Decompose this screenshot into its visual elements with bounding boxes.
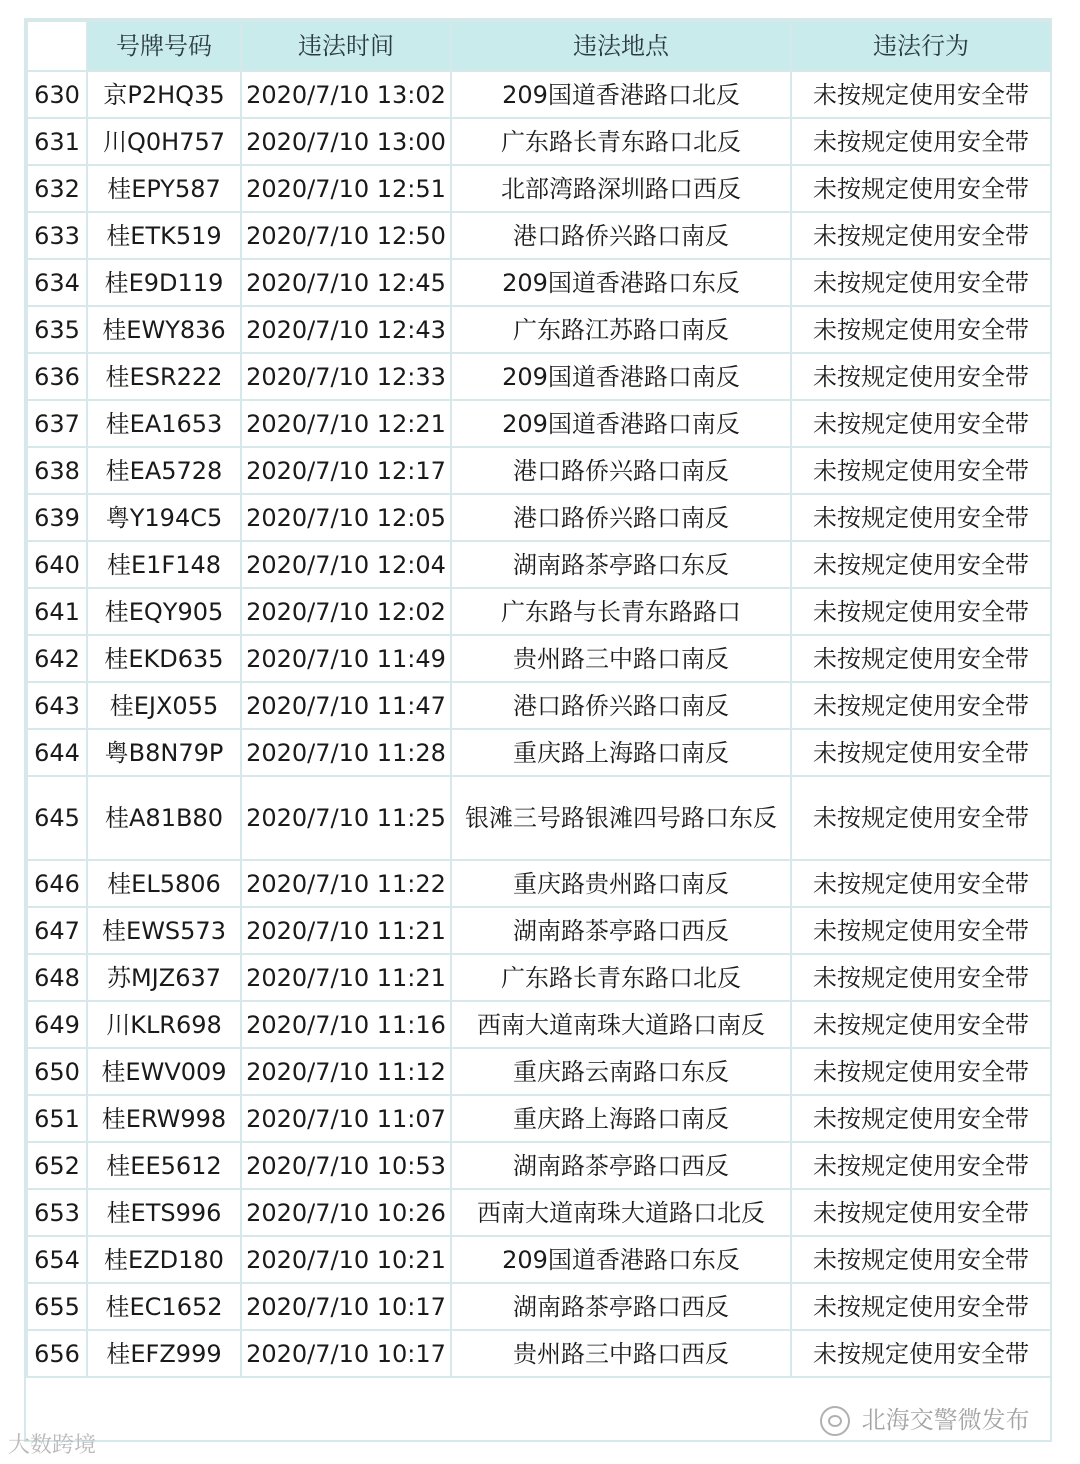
cell-violation-behavior: 未按规定使用安全带 (791, 1095, 1051, 1142)
table-row (27, 71, 1051, 118)
table-row (27, 1048, 1051, 1095)
watermark-left (8, 1428, 96, 1459)
table-row (27, 776, 1051, 860)
cell-plate-number: 京P2HQ35 (87, 71, 241, 118)
cell-violation-time: 2020/7/10 11:28 (241, 729, 451, 776)
cell-violation-time: 2020/7/10 11:22 (241, 860, 451, 907)
cell-violation-behavior: 未按规定使用安全带 (791, 165, 1051, 212)
cell-violation-location: 湖南路茶亭路口西反 (451, 1283, 791, 1330)
cell-violation-location: 贵州路三中路口西反 (451, 1330, 791, 1377)
header-plate-number: 号牌号码 (87, 21, 241, 71)
table-row (27, 588, 1051, 635)
header-violation-location: 违法地点 (451, 21, 791, 71)
cell-violation-location: 209国道香港路口北反 (451, 71, 791, 118)
cell-index: 637 (27, 400, 87, 447)
cell-violation-behavior: 未按规定使用安全带 (791, 588, 1051, 635)
table-row (27, 353, 1051, 400)
table-row (27, 494, 1051, 541)
cell-violation-behavior: 未按规定使用安全带 (791, 1048, 1051, 1095)
cell-violation-time: 2020/7/10 11:21 (241, 907, 451, 954)
cell-index: 630 (27, 71, 87, 118)
cell-index: 641 (27, 588, 87, 635)
cell-violation-location: 港口路侨兴路口南反 (451, 447, 791, 494)
cell-violation-time: 2020/7/10 13:00 (241, 118, 451, 165)
table-row (27, 907, 1051, 954)
header-violation-behavior: 违法行为 (791, 21, 1051, 71)
cell-index: 656 (27, 1330, 87, 1377)
cell-plate-number: 桂EWY836 (87, 306, 241, 353)
cell-violation-location: 贵州路三中路口南反 (451, 635, 791, 682)
cell-plate-number: 桂ERW998 (87, 1095, 241, 1142)
cell-violation-location: 广东路长青东路口北反 (451, 118, 791, 165)
cell-index: 640 (27, 541, 87, 588)
cell-index: 644 (27, 729, 87, 776)
cell-index: 631 (27, 118, 87, 165)
cell-plate-number: 桂EFZ999 (87, 1330, 241, 1377)
cell-index: 633 (27, 212, 87, 259)
cell-index: 632 (27, 165, 87, 212)
table-row (27, 1142, 1051, 1189)
cell-index: 653 (27, 1189, 87, 1236)
header-row (27, 21, 1051, 71)
cell-violation-behavior: 未按规定使用安全带 (791, 1189, 1051, 1236)
cell-violation-time: 2020/7/10 12:33 (241, 353, 451, 400)
cell-violation-location: 港口路侨兴路口南反 (451, 682, 791, 729)
cell-plate-number: 桂EZD180 (87, 1236, 241, 1283)
cell-plate-number: 桂EKD635 (87, 635, 241, 682)
cell-violation-behavior: 未按规定使用安全带 (791, 353, 1051, 400)
cell-violation-location: 209国道香港路口南反 (451, 353, 791, 400)
cell-violation-location: 209国道香港路口南反 (451, 400, 791, 447)
cell-violation-behavior: 未按规定使用安全带 (791, 729, 1051, 776)
table-row (27, 447, 1051, 494)
cell-violation-time: 2020/7/10 11:21 (241, 954, 451, 1001)
cell-index: 647 (27, 907, 87, 954)
cell-index: 646 (27, 860, 87, 907)
cell-violation-location: 西南大道南珠大道路口南反 (451, 1001, 791, 1048)
table-body (27, 71, 1051, 1377)
cell-violation-time: 2020/7/10 10:26 (241, 1189, 451, 1236)
cell-plate-number: 川Q0H757 (87, 118, 241, 165)
table-row (27, 1095, 1051, 1142)
header-index (27, 21, 87, 71)
cell-plate-number: 桂A81B80 (87, 776, 241, 860)
cell-violation-time: 2020/7/10 12:02 (241, 588, 451, 635)
cell-violation-location: 209国道香港路口东反 (451, 259, 791, 306)
cell-plate-number: 桂EL5806 (87, 860, 241, 907)
cell-violation-time: 2020/7/10 10:17 (241, 1330, 451, 1377)
table-row (27, 400, 1051, 447)
table-row (27, 954, 1051, 1001)
table-row (27, 259, 1051, 306)
cell-plate-number: 桂EE5612 (87, 1142, 241, 1189)
violation-table-container (26, 20, 1050, 1378)
table-row (27, 306, 1051, 353)
cell-violation-location: 港口路侨兴路口南反 (451, 212, 791, 259)
cell-violation-behavior: 未按规定使用安全带 (791, 682, 1051, 729)
table-row (27, 1189, 1051, 1236)
cell-index: 636 (27, 353, 87, 400)
cell-violation-time: 2020/7/10 13:02 (241, 71, 451, 118)
cell-plate-number: 桂EA5728 (87, 447, 241, 494)
cell-violation-behavior: 未按规定使用安全带 (791, 907, 1051, 954)
cell-violation-behavior: 未按规定使用安全带 (791, 1236, 1051, 1283)
cell-index: 650 (27, 1048, 87, 1095)
cell-plate-number: 桂EQY905 (87, 588, 241, 635)
cell-violation-location: 银滩三号路银滩四号路口东反 (451, 776, 791, 860)
cell-violation-behavior: 未按规定使用安全带 (791, 954, 1051, 1001)
cell-violation-location: 广东路长青东路口北反 (451, 954, 791, 1001)
cell-violation-time: 2020/7/10 10:21 (241, 1236, 451, 1283)
cell-index: 654 (27, 1236, 87, 1283)
cell-plate-number: 桂ETS996 (87, 1189, 241, 1236)
cell-plate-number: 桂EWS573 (87, 907, 241, 954)
cell-violation-time: 2020/7/10 10:53 (241, 1142, 451, 1189)
cell-violation-location: 广东路江苏路口南反 (451, 306, 791, 353)
cell-violation-time: 2020/7/10 12:21 (241, 400, 451, 447)
cell-violation-behavior: 未按规定使用安全带 (791, 635, 1051, 682)
cell-violation-behavior: 未按规定使用安全带 (791, 400, 1051, 447)
cell-index: 648 (27, 954, 87, 1001)
cell-violation-time: 2020/7/10 10:17 (241, 1283, 451, 1330)
cell-violation-behavior: 未按规定使用安全带 (791, 212, 1051, 259)
cell-plate-number: 桂EPY587 (87, 165, 241, 212)
cell-plate-number: 桂ESR222 (87, 353, 241, 400)
cell-plate-number: 桂EJX055 (87, 682, 241, 729)
header-violation-time: 违法时间 (241, 21, 451, 71)
cell-violation-time: 2020/7/10 12:51 (241, 165, 451, 212)
cell-violation-location: 湖南路茶亭路口西反 (451, 1142, 791, 1189)
cell-violation-location: 湖南路茶亭路口西反 (451, 907, 791, 954)
table-row (27, 860, 1051, 907)
table-row (27, 165, 1051, 212)
cell-violation-behavior: 未按规定使用安全带 (791, 860, 1051, 907)
cell-plate-number: 粤B8N79P (87, 729, 241, 776)
violation-table (26, 20, 1052, 1378)
table-row (27, 1236, 1051, 1283)
cell-violation-behavior: 未按规定使用安全带 (791, 541, 1051, 588)
cell-plate-number: 桂E9D119 (87, 259, 241, 306)
cell-violation-time: 2020/7/10 11:47 (241, 682, 451, 729)
cell-plate-number: 苏MJZ637 (87, 954, 241, 1001)
table-row (27, 1283, 1051, 1330)
table-row (27, 541, 1051, 588)
cell-plate-number: 桂E1F148 (87, 541, 241, 588)
table-row (27, 118, 1051, 165)
cell-violation-behavior: 未按规定使用安全带 (791, 259, 1051, 306)
table-row (27, 1330, 1051, 1377)
cell-violation-behavior: 未按规定使用安全带 (791, 306, 1051, 353)
cell-violation-behavior: 未按规定使用安全带 (791, 494, 1051, 541)
cell-plate-number: 桂EWV009 (87, 1048, 241, 1095)
cell-index: 643 (27, 682, 87, 729)
cell-index: 634 (27, 259, 87, 306)
cell-violation-time: 2020/7/10 12:50 (241, 212, 451, 259)
cell-index: 635 (27, 306, 87, 353)
table-row (27, 682, 1051, 729)
cell-index: 655 (27, 1283, 87, 1330)
cell-violation-location: 港口路侨兴路口南反 (451, 494, 791, 541)
cell-violation-time: 2020/7/10 12:17 (241, 447, 451, 494)
cell-violation-time: 2020/7/10 11:16 (241, 1001, 451, 1048)
cell-violation-location: 北部湾路深圳路口西反 (451, 165, 791, 212)
cell-index: 642 (27, 635, 87, 682)
cell-violation-location: 重庆路贵州路口南反 (451, 860, 791, 907)
table-row (27, 729, 1051, 776)
cell-index: 638 (27, 447, 87, 494)
cell-violation-behavior: 未按规定使用安全带 (791, 776, 1051, 860)
table-row (27, 635, 1051, 682)
cell-plate-number: 粤Y194C5 (87, 494, 241, 541)
cell-violation-location: 重庆路云南路口东反 (451, 1048, 791, 1095)
cell-violation-time: 2020/7/10 11:25 (241, 776, 451, 860)
watermark-right-text: 北海交警微发布 (861, 1406, 1030, 1434)
table-row (27, 212, 1051, 259)
cell-violation-time: 2020/7/10 12:04 (241, 541, 451, 588)
watermark-left-text: 大数跨境 (8, 1433, 97, 1458)
cell-index: 649 (27, 1001, 87, 1048)
cell-violation-behavior: 未按规定使用安全带 (791, 447, 1051, 494)
cell-index: 645 (27, 776, 87, 860)
cell-violation-time: 2020/7/10 12:05 (241, 494, 451, 541)
cell-violation-behavior: 未按规定使用安全带 (791, 1001, 1051, 1048)
watermark-right (820, 1400, 1030, 1436)
cell-violation-behavior: 未按规定使用安全带 (791, 1330, 1051, 1377)
table-row (27, 1001, 1051, 1048)
cell-violation-time: 2020/7/10 11:49 (241, 635, 451, 682)
cell-violation-behavior: 未按规定使用安全带 (791, 71, 1051, 118)
cell-violation-behavior: 未按规定使用安全带 (791, 1283, 1051, 1330)
cell-violation-location: 广东路与长青东路路口 (451, 588, 791, 635)
cell-violation-location: 湖南路茶亭路口东反 (451, 541, 791, 588)
cell-plate-number: 桂EA1653 (87, 400, 241, 447)
cell-plate-number: 桂ETK519 (87, 212, 241, 259)
cell-index: 651 (27, 1095, 87, 1142)
cell-plate-number: 川KLR698 (87, 1001, 241, 1048)
cell-index: 652 (27, 1142, 87, 1189)
cell-violation-location: 重庆路上海路口南反 (451, 1095, 791, 1142)
cell-violation-time: 2020/7/10 11:07 (241, 1095, 451, 1142)
cell-violation-location: 209国道香港路口东反 (451, 1236, 791, 1283)
cell-violation-location: 西南大道南珠大道路口北反 (451, 1189, 791, 1236)
cell-violation-location: 重庆路上海路口南反 (451, 729, 791, 776)
cell-violation-time: 2020/7/10 12:45 (241, 259, 451, 306)
cell-index: 639 (27, 494, 87, 541)
cell-violation-time: 2020/7/10 11:12 (241, 1048, 451, 1095)
cell-violation-behavior: 未按规定使用安全带 (791, 118, 1051, 165)
wechat-icon (820, 1406, 850, 1436)
cell-violation-behavior: 未按规定使用安全带 (791, 1142, 1051, 1189)
cell-plate-number: 桂EC1652 (87, 1283, 241, 1330)
cell-violation-time: 2020/7/10 12:43 (241, 306, 451, 353)
